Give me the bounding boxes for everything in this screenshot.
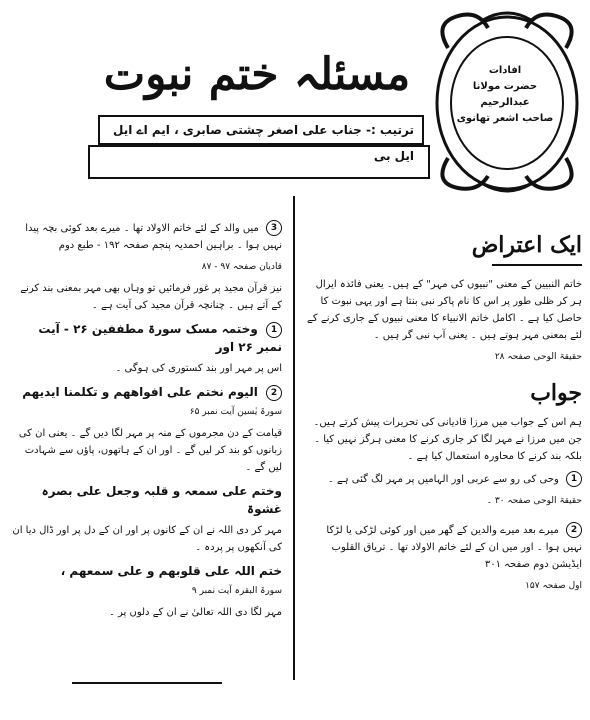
quran-intro: نیز قرآن مجید پر غور فرمائیں تو وہاں بھی مہر بمعنی بند کرنے کے آتے ہیں ۔ چنانچہ قرآن مجید کی آیت ہے ۔ xyxy=(20,283,282,311)
badge-text xyxy=(455,63,555,143)
point-text: میرے بعد میرے والدین کے گھر میں اور کوئی لڑکی یا لڑکا نہیں ہوا ۔ اور میں ان کے لئے خاتم الاولاد تھا ۔ تریاق القلوب ایڈیشن دوم صفحہ ۳۰۱ xyxy=(326,525,582,570)
answer-text: ہم اس کے جواب میں مرزا قادیانی کی تحریرات پیش کرتے ہیں۔ جن میں مرزا نے مہر لگا کر جاری کرنے کا معنی ہرگز نہیں کیا ۔ بلکہ بند کرنے کا محاورہ استعمال کیا ہے ۔ xyxy=(313,417,582,462)
point-2-reference: اول صفحہ ۱۵۷ xyxy=(525,581,582,591)
point-number: 3 xyxy=(266,220,282,236)
item-3-text: مہر کر دی اللہ نے ان کے کانوں پر اور ان کے دل پر اور ڈال دیا ان کی آنکھوں پر پردہ ۔ xyxy=(12,525,282,553)
answer-heading: جواب xyxy=(530,380,582,406)
item-number: 1 xyxy=(266,322,282,338)
point-3 xyxy=(12,220,282,254)
item-1-text: اس پر مہر اور بند کستوری کی ہوگی ۔ xyxy=(115,363,282,374)
item-number: 2 xyxy=(266,385,282,401)
point-number: 2 xyxy=(566,522,582,538)
point-1-reference: حقیقۃ الوحی صفحہ ۳۰ ۔ xyxy=(486,496,582,506)
verse-text: وختمہ مسک سورۃ مطففین ۲۶ - آیت نمبر ۲۶ اور xyxy=(38,322,282,354)
item-3-verse: وختم علی سمعہ و قلبہ وجعل علی بصرہ غشوۃ xyxy=(41,484,282,516)
bottom-rule xyxy=(72,682,222,684)
item-2-verse xyxy=(12,383,282,401)
item-4-text: مہر لگا دی اللہ تعالیٰ نے ان کے دلوں پر ۔ xyxy=(108,607,282,618)
point-number: 1 xyxy=(566,471,582,487)
subtitle-box xyxy=(98,115,424,163)
verse-text: الیوم نختم علی افواھھم و تکلمنا ایدیھم xyxy=(22,385,258,399)
page-title: مسئلہ ختم نبوت xyxy=(103,49,411,100)
badge-line: حضرت مولانا عبدالرحیم xyxy=(472,81,538,108)
item-2-reference: سورۃ یٰسین آیت نمبر ۶۵ xyxy=(189,407,282,417)
point-1 xyxy=(306,471,582,488)
point-text: میں والد کے لئے خاتم الاولاد تھا ۔ میرے بعد کوئی بچہ پیدا نہیں ہوا ۔ براہین احمدیہ پنجم صفحہ ۱۹۲ - طبع دوم xyxy=(25,223,282,251)
compiled-box xyxy=(88,145,430,179)
arranged-by-text: ترتیب :- جناب علی اصغر چشتی صابری ، ایم اے ایل ایل بی xyxy=(113,123,414,163)
objection-text: خاتم النبیین کے معنی "نبیوں کی مہر" کے ہیں۔ یعنی فائدہ ایرال ہر کر ظلی طور پر اس کا نام پاکر نبی بنتا ہے اور یہی نبوت کا حاصل کیا ہے ۔ اکامل خاتم الانبیاء کا معنی نبیوں کے جاری کرنے کے لئے بمعنی مہر ہوتے ہیں ۔ یعنی آپ نبی گر ہیں ۔ xyxy=(307,279,582,341)
item-1-verse xyxy=(12,320,282,356)
badge-line: صاحب اشعر تھانوی xyxy=(456,113,554,124)
heading-underline xyxy=(492,264,582,266)
item-2-text: قیامت کے دن مجرموں کے منہ پر مہر لگا دیں گے ۔ یعنی ان کی زبانوں کو بند کر لیں گے ۔ اور ان کے ہاتھوں، پاؤں سے شہادت لیں گے ۔ xyxy=(18,428,282,473)
point-3-reference: قادیان صفحہ ۹۷ - ۸۷ xyxy=(201,262,282,272)
item-4-verse: ختم اللہ علی قلوبھم و علی سمعھم ، xyxy=(60,564,282,578)
badge-line: افادات xyxy=(488,65,522,76)
objection-heading: ایک اعتراض xyxy=(471,232,582,258)
point-text: وحی کی رو سے عربی اور الہامیں پر مہر لگ گئی ہے ۔ xyxy=(327,474,559,485)
left-column xyxy=(12,220,282,627)
point-2 xyxy=(306,522,582,573)
column-divider xyxy=(293,196,295,680)
item-4-reference: سورۃ البقرہ آیت نمبر ۹ xyxy=(191,586,282,596)
right-column xyxy=(306,230,582,599)
objection-reference: حقیقۃ الوحی صفحہ ۲۸ xyxy=(494,352,582,362)
